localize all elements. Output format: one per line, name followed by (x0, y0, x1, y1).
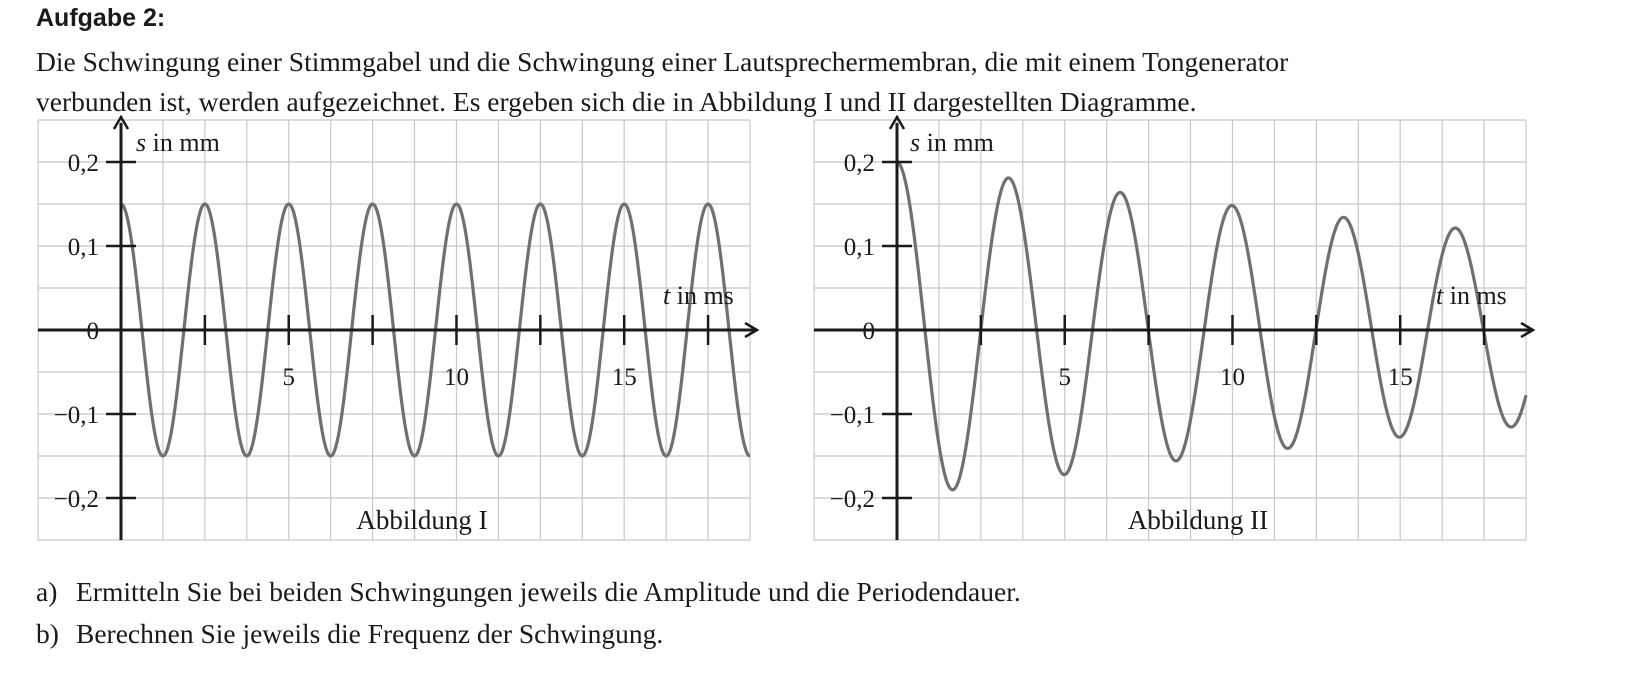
y-tick-label: 0 (862, 318, 875, 345)
y-tick-label: −0,2 (53, 486, 99, 513)
y-tick-label: −0,1 (829, 402, 875, 429)
intro-line-1: Die Schwingung einer Stimmgabel und die Schwingung einer Lautsprechermembran, die mit einem Tongenerator (36, 46, 1289, 77)
x-axis-label: t in ms (663, 281, 734, 310)
task-heading: Aufgabe 2: (36, 4, 166, 32)
task-a (36, 576, 1021, 608)
y-tick-label: 0 (86, 318, 99, 345)
x-tick-label: 15 (611, 364, 637, 391)
x-tick-label: 10 (443, 364, 469, 391)
y-axis-label: s in mm (910, 128, 994, 157)
axes (38, 117, 757, 540)
figure-1-chart (0, 115, 760, 545)
task-b-text: Berechnen Sie jeweils die Frequenz der Schwingung. (76, 618, 664, 649)
intro-line-2: verbunden ist, werden aufgezeichnet. Es ergeben sich die in Abbildung I und II dargestellten Diagramme. (36, 86, 1197, 117)
task-a-label: a) (36, 576, 58, 607)
y-tick-label: 0,2 (843, 150, 875, 177)
task-intro (36, 42, 1636, 122)
y-tick-label: −0,1 (53, 402, 99, 429)
x-tick-label: 5 (1058, 364, 1071, 391)
x-tick-label: 15 (1387, 364, 1413, 391)
x-tick-label: 5 (282, 364, 295, 391)
y-tick-label: 0,1 (843, 234, 875, 261)
axes (814, 117, 1533, 540)
y-axis-label: s in mm (136, 128, 220, 157)
figure-caption: Abbildung I (356, 505, 488, 535)
oscillation-curve (897, 162, 1526, 490)
y-tick-label: 0,1 (67, 234, 99, 261)
task-a-text: Ermitteln Sie bei beiden Schwingungen jeweils die Amplitude und die Periodendauer. (76, 576, 1021, 607)
oscillation-curve-group (897, 162, 1526, 490)
x-axis-label: t in ms (1436, 281, 1507, 310)
y-tick-label: 0,2 (67, 150, 99, 177)
figure-caption: Abbildung II (1127, 505, 1269, 535)
task-b (36, 618, 663, 650)
y-tick-label: −0,2 (829, 486, 875, 513)
x-tick-label: 10 (1219, 364, 1245, 391)
task-b-label: b) (36, 618, 59, 649)
figure-2-chart (776, 115, 1556, 545)
